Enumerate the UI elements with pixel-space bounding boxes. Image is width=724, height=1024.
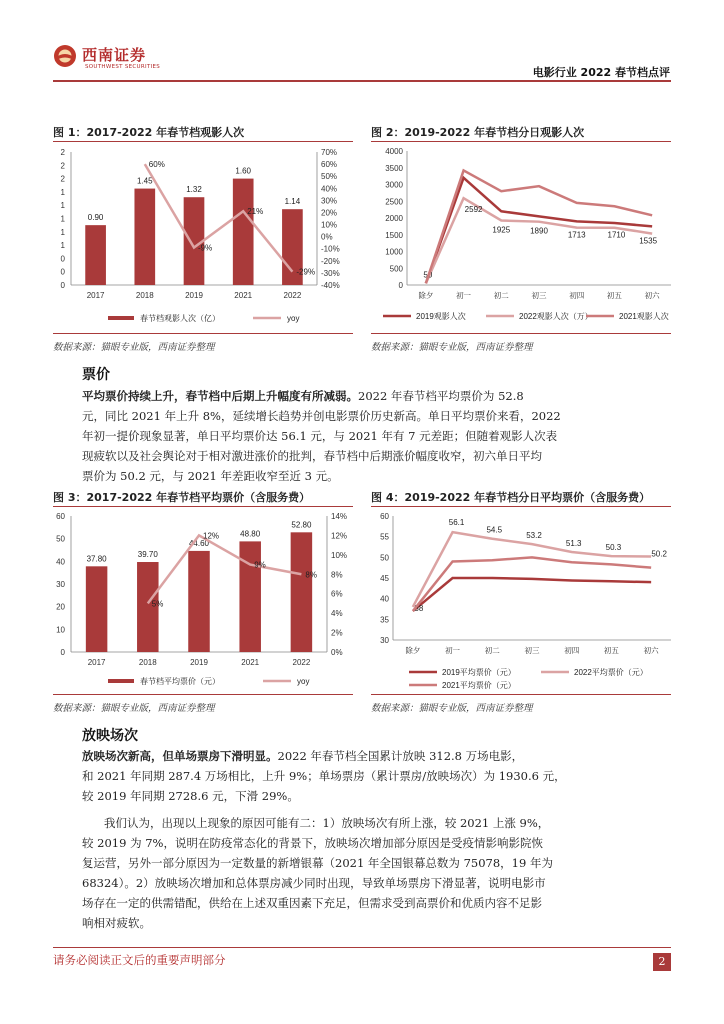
fig4-x-tick: 初四	[564, 646, 580, 655]
fig1-right-tick: 50%	[321, 172, 338, 182]
fig1-bar	[134, 189, 155, 285]
company-logo-icon	[53, 44, 77, 68]
fig4-title: 图 4：2019-2022 年春节档分日平均票价（含服务费）	[371, 491, 651, 504]
fig3-right-tick: 10%	[331, 550, 348, 560]
fig4-y-tick: 60	[380, 512, 389, 521]
page-number: 2	[653, 953, 671, 971]
fig4-legend-label: 2021平均票价（元）	[442, 681, 516, 690]
fig2-series-line	[426, 198, 652, 283]
fig3-left-tick: 10	[56, 625, 65, 635]
fig1-yoy-label: 21%	[247, 207, 264, 217]
header	[0, 0, 724, 80]
fig1-right-tick: 20%	[321, 208, 338, 218]
fig2-top-rule	[371, 141, 671, 142]
fig3-left-tick: 40	[56, 557, 65, 567]
fig3-bar-label: 37.80	[86, 554, 107, 564]
fig1-yoy-label: -9%	[198, 243, 213, 253]
fig2-source: 数据来源：猫眼专业版，西南证券整理	[371, 342, 533, 353]
fig2-y-tick: 3000	[385, 180, 403, 190]
fig3-yoy-label: 8%	[305, 570, 317, 580]
fig4-data-label: 50.2	[651, 549, 667, 559]
fig4-data-label: 50.3	[605, 543, 622, 553]
fig3-bar-label: 39.70	[137, 550, 158, 560]
fig2-y-tick: 3500	[385, 163, 403, 173]
screenings-p2-line-0: 我们认为，出现以上现象的原因可能有二：1）放映场次有所上涨，较 2021 上涨 9%，	[104, 816, 550, 830]
price-line-4: 票价为 50.2 元，与 2021 年差距收窄至近 3 元。	[82, 469, 339, 483]
report-title: 电影行业 2022 春节档点评	[532, 66, 670, 79]
fig1-left-tick: 0	[60, 281, 65, 290]
fig3-bar	[291, 532, 313, 652]
screenings-p2-line-4: 场存在一定的供需错配，供给在上述双重因素下充足，但需求受到高票价和优质内容不足影	[82, 896, 542, 910]
screenings-line-2: 较 2019 年同期 2728.6 元，下滑 29%。	[82, 789, 299, 803]
fig4-y-tick: 50	[380, 553, 389, 563]
fig1-right-tick: -10%	[321, 244, 340, 254]
fig3-left-tick: 50	[56, 534, 65, 544]
fig2-x-tick: 初二	[493, 291, 509, 300]
fig4-data-label: 56.1	[448, 518, 465, 528]
fig2-title: 图 2：2019-2022 年春节档分日观影人次	[371, 126, 585, 139]
fig2-y-tick: 4000	[385, 147, 403, 156]
fig1-right-tick: 70%	[321, 148, 338, 157]
fig1-left-tick: 2	[60, 148, 65, 157]
fig2-y-tick: 0	[398, 281, 403, 290]
fig2-data-label: 1535	[639, 236, 658, 246]
fig2-legend-label: 2022观影人次（万）	[519, 312, 593, 321]
fig1-right-tick: 10%	[321, 220, 338, 230]
fig4-data-label: 54.5	[486, 525, 503, 535]
fig3-right-tick: 0%	[331, 648, 343, 657]
fig1-legend-bar-swatch	[108, 316, 134, 320]
fig4-bottom-rule	[371, 694, 671, 695]
fig4-x-tick: 初一	[445, 646, 461, 655]
fig4-legend-label: 2022平均票价（元）	[574, 668, 648, 677]
fig1-right-tick: 60%	[321, 160, 338, 170]
fig3-bar-label: 52.80	[291, 520, 312, 530]
fig3-bar	[188, 551, 210, 652]
fig3-legend-bar-swatch	[108, 679, 134, 683]
fig2-data-label: 1710	[607, 230, 626, 240]
fig1-right-tick: 0%	[321, 232, 333, 242]
fig3-right-tick: 4%	[331, 609, 343, 619]
fig1-legend-bar-label: 春节档观影人次（亿）	[140, 314, 220, 323]
fig2-x-tick: 初四	[569, 291, 585, 300]
fig3-right-tick: 6%	[331, 589, 343, 599]
fig1-left-tick: 1	[60, 227, 65, 237]
fig4-legend-label: 2019平均票价（元）	[442, 668, 516, 677]
screenings-line-1: 和 2021 年同期 287.4 万场相比，上升 9%；单场票房（累计票房/放映场次）为 1930.6 元，	[82, 769, 566, 783]
footer-rule	[53, 947, 671, 948]
fig4-x-tick: 初六	[643, 646, 659, 655]
fig1-left-tick: 0	[60, 267, 65, 277]
fig3-left-tick: 30	[56, 580, 65, 589]
screenings-line-0: 2022 年春节档全国累计放映 312.8 万场电影，	[277, 749, 524, 763]
fig1-left-tick: 0	[60, 254, 65, 264]
fig4-data-label: 38	[414, 603, 424, 613]
fig3-right-tick: 12%	[331, 531, 348, 541]
fig4-y-tick: 40	[380, 594, 389, 604]
fig1-right-tick: 40%	[321, 184, 338, 194]
fig1-x-tick: 2019	[185, 291, 203, 300]
fig3-yoy-label: 5%	[151, 599, 164, 609]
fig2-data-label: 2592	[464, 205, 483, 215]
fig3-x-tick: 2021	[241, 658, 260, 667]
fig1-chart	[53, 143, 353, 333]
fig1-left-tick: 2	[60, 161, 65, 171]
fig3-title: 图 3：2017-2022 年春节档平均票价（含服务费）	[53, 491, 311, 504]
screenings-p2-line-2: 复运营，另外一部分原因为一定数量的新增银幕（2021 年全国银幕总数为 75078，19 年为	[82, 856, 553, 870]
logo-text-en: SOUTHWEST SECURITIES	[85, 64, 161, 70]
screenings-p2-line-3: 68324）。2）放映场次增加和总体票房减少同时出现，导致单场票房下滑显著，说明电影市	[82, 876, 546, 890]
screenings-p2-line-5: 响相对疲软。	[82, 916, 151, 930]
fig3-right-tick: 2%	[331, 628, 343, 638]
fig3-source: 数据来源：猫眼专业版，西南证券整理	[53, 703, 215, 714]
fig2-data-label: 1925	[492, 225, 511, 235]
fig2-x-tick: 初六	[644, 291, 660, 300]
fig1-legend-yoy-label: yoy	[287, 314, 300, 323]
fig2-data-label: 1890	[530, 226, 548, 236]
fig3-legend-yoy-label: yoy	[297, 677, 310, 686]
fig2-data-label: 50	[423, 270, 433, 280]
fig3-x-tick: 2018	[138, 658, 157, 667]
fig3-left-tick: 0	[60, 648, 65, 657]
fig2-y-tick: 1000	[385, 247, 403, 257]
price-line-3: 现疲软以及社会舆论对于相对激进涨价的批判，春节档中后期涨价幅度收窄，初六单日平均	[82, 449, 542, 463]
fig1-yoy-label: -29%	[296, 267, 316, 277]
fig4-y-tick: 30	[380, 636, 389, 645]
screenings-p2-line-1: 较 2019 为 7%，说明在防疫常态化的背景下，放映场次增加部分原因是受疫情影响影院恢	[82, 836, 543, 850]
fig4-source: 数据来源：猫眼专业版，西南证券整理	[371, 703, 533, 714]
price-lead: 平均票价持续上升，春节档中后期上升幅度有所减弱。	[82, 389, 358, 403]
price-line-2: 年初一提价现象显著，单日平均票价达 56.1 元，与 2021 年有 7 元差距；但随着观影人次表	[82, 429, 558, 443]
fig2-x-tick: 初一	[456, 291, 472, 300]
fig3-right-tick: 14%	[331, 512, 348, 521]
fig3-bar-label: 44.60	[188, 538, 210, 548]
fig1-bottom-rule	[53, 333, 353, 334]
fig1-left-tick: 1	[60, 241, 65, 251]
fig4-y-tick: 45	[380, 574, 389, 583]
fig1-left-tick: 1	[60, 201, 65, 211]
fig3-yoy-line	[148, 535, 302, 603]
fig1-bar-label: 1.45	[137, 176, 153, 186]
fig2-x-tick: 除夕	[418, 291, 434, 300]
fig1-bar-label: 1.32	[186, 185, 202, 195]
fig4-y-tick: 55	[380, 532, 389, 542]
fig4-series-line	[413, 557, 651, 611]
fig2-y-tick: 2500	[385, 197, 403, 207]
fig1-bar-label: 1.14	[284, 197, 301, 207]
fig3-yoy-label: 9%	[254, 560, 266, 570]
fig2-y-tick: 500	[389, 264, 403, 274]
fig1-left-tick: 1	[60, 214, 65, 224]
fig2-data-label: 1713	[567, 230, 586, 240]
screenings-lead: 放映场次新高，但单场票房下滑明显。	[82, 749, 278, 763]
fig1-x-tick: 2021	[234, 291, 253, 300]
fig2-y-tick: 2000	[385, 214, 403, 223]
fig2-legend-label: 2021观影人次	[619, 312, 669, 321]
fig1-bar	[85, 225, 106, 285]
fig1-right-tick: 30%	[321, 196, 338, 206]
screenings-paragraph-1	[82, 746, 652, 806]
price-line-0: 2022 年春节档平均票价为 52.8	[358, 389, 524, 403]
fig1-yoy-label: 60%	[148, 160, 165, 170]
price-paragraph-rest	[82, 406, 652, 486]
fig3-top-rule	[53, 506, 353, 507]
fig1-x-tick: 2018	[135, 291, 154, 300]
screenings-paragraph-2	[82, 813, 662, 933]
fig1-x-tick: 2017	[86, 291, 105, 300]
fig3-right-tick: 8%	[331, 570, 343, 580]
fig3-bar	[86, 566, 108, 652]
section-heading-screenings: 放映场次	[82, 728, 138, 744]
fig2-x-tick: 初三	[531, 291, 547, 300]
fig4-chart	[371, 508, 671, 693]
footer-disclaimer: 请务必阅读正文后的重要声明部分	[53, 953, 226, 967]
price-line-1: 元，同比 2021 年上升 8%，延续增长趋势并创电影票价历史新高。单日平均票价来看，2022	[82, 409, 561, 423]
fig4-x-tick: 初三	[524, 646, 540, 655]
fig3-left-tick: 60	[56, 512, 65, 521]
fig3-legend-bar-label: 春节档平均票价（元）	[140, 677, 220, 686]
fig4-x-tick: 初五	[603, 646, 619, 655]
fig1-right-tick: -30%	[321, 268, 340, 278]
fig1-title: 图 1：2017-2022 年春节档观影人次	[53, 126, 245, 139]
fig4-x-tick: 除夕	[405, 646, 421, 655]
fig1-left-tick: 2	[60, 174, 65, 184]
fig2-chart	[371, 143, 671, 333]
fig4-top-rule	[371, 506, 671, 507]
fig1-yoy-line	[145, 164, 293, 272]
fig2-y-tick: 1500	[385, 230, 403, 240]
fig3-x-tick: 2019	[190, 658, 208, 667]
fig3-bar-label: 48.80	[240, 529, 261, 539]
fig1-bar	[233, 179, 254, 285]
fig3-yoy-label: 12%	[203, 531, 220, 541]
fig2-x-tick: 初五	[606, 291, 622, 300]
fig3-bar	[239, 541, 261, 652]
fig1-left-tick: 1	[60, 187, 65, 197]
fig3-x-tick: 2022	[292, 658, 311, 667]
fig3-x-tick: 2017	[87, 658, 106, 667]
fig3-left-tick: 20	[56, 602, 65, 612]
fig1-right-tick: -20%	[321, 256, 340, 266]
fig1-right-tick: -40%	[321, 281, 340, 290]
fig1-source: 数据来源：猫眼专业版，西南证券整理	[53, 342, 215, 353]
fig4-data-label: 53.2	[526, 531, 542, 541]
section-heading-price: 票价	[82, 367, 110, 383]
fig4-data-label: 51.3	[565, 538, 582, 548]
fig4-x-tick: 初二	[484, 646, 500, 655]
fig4-y-tick: 35	[380, 615, 389, 625]
fig2-legend-label: 2019观影人次	[416, 312, 466, 321]
fig4-series-line	[413, 578, 651, 611]
header-rule	[53, 80, 671, 82]
fig1-top-rule	[53, 141, 353, 142]
fig2-bottom-rule	[371, 333, 671, 334]
fig3-bottom-rule	[53, 694, 353, 695]
fig1-bar-label: 0.90	[87, 213, 104, 223]
fig3-chart	[53, 508, 353, 693]
logo-text-cn: 西南证券	[82, 46, 147, 64]
fig1-bar-label: 1.60	[235, 166, 251, 176]
fig1-x-tick: 2022	[283, 291, 302, 300]
price-paragraph	[82, 386, 642, 406]
